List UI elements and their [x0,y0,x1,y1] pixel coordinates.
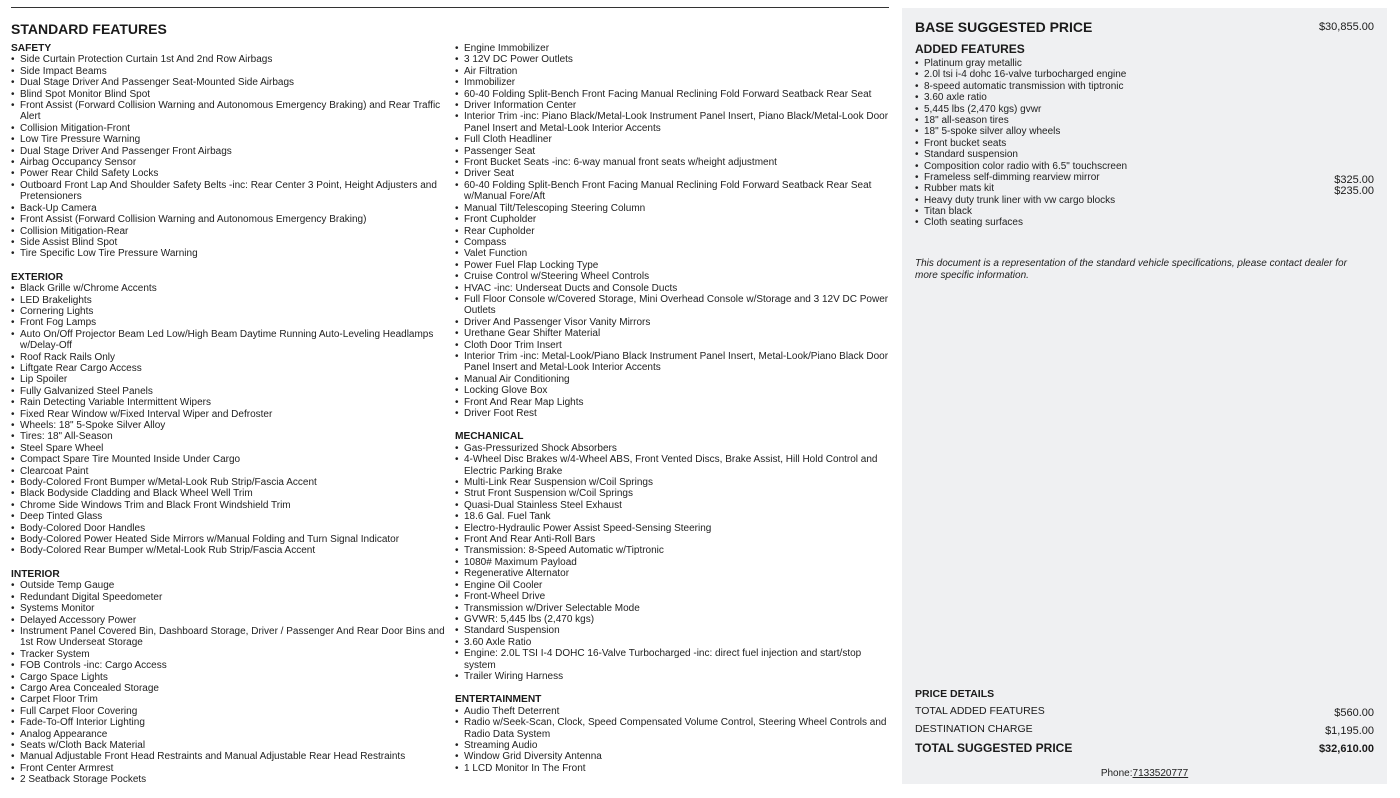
feature-item: • Instrument Panel Covered Bin, Dashboard Storage, Driver / Passenger And Rear Door Bins and 1st Row Underseat Storage [11,626,449,649]
feature-item: • Front Fog Lamps [11,317,449,328]
feature-item: • Front-Wheel Drive [455,591,889,602]
feature-item: • Front Bucket Seats -inc: 6-way manual front seats w/height adjustment [455,157,889,168]
feature-item: • Front Assist (Forward Collision Warning and Autonomous Emergency Braking) and Rear Traffic Alert [11,100,449,123]
added-feature-text: • Rubber mats kit [915,183,994,194]
feature-item: • Rear Cupholder [455,226,889,237]
added-feature-row [915,126,1374,137]
disclaimer-text: This document is a representation of the standard vehicle specifications, please contact dealer for more specific information. [915,258,1347,281]
feature-item: • Wheels: 18" 5-Spoke Silver Alloy [11,420,449,431]
feature-item: • FOB Controls -inc: Cargo Access [11,660,449,671]
feature-item: • Side Curtain Protection Curtain 1st And 2nd Row Airbags [11,54,449,65]
feature-item: • Lip Spoiler [11,374,449,385]
feature-item: • Redundant Digital Speedometer [11,592,449,603]
feature-item: • Cornering Lights [11,306,449,317]
feature-item: • Black Grille w/Chrome Accents [11,283,449,294]
added-feature-text: • Composition color radio with 6.5" touchscreen [915,161,1127,172]
feature-item: • Full Cloth Headliner [455,134,889,145]
phone-line [902,768,1387,779]
feature-item: • Urethane Gear Shifter Material [455,328,889,339]
features-column-right [455,43,889,774]
category-heading-exterior: EXTERIOR [11,271,64,283]
feature-list-safety [11,54,449,259]
added-feature-row [915,92,1374,103]
added-feature-text: • Titan black [915,206,972,217]
total-added-features-value: $560.00 [1334,707,1374,719]
feature-item: • Strut Front Suspension w/Coil Springs [455,488,889,499]
feature-item: • Transmission w/Driver Selectable Mode [455,603,889,614]
feature-item: • Transmission: 8-Speed Automatic w/Tiptronic [455,545,889,556]
feature-item: • Full Carpet Floor Covering [11,706,449,717]
feature-item: • Deep Tinted Glass [11,511,449,522]
feature-item: • Compass [455,237,889,248]
price-details-title: PRICE DETAILS [915,688,995,700]
feature-item: • Fade-To-Off Interior Lighting [11,717,449,728]
category-heading-mechanical: MECHANICAL [455,431,524,443]
feature-item: • Cargo Space Lights [11,672,449,683]
feature-item: • Collision Mitigation-Front [11,123,449,134]
feature-item: • Engine Oil Cooler [455,580,889,591]
feature-item: • Passenger Seat [455,146,889,157]
feature-item: • Front Center Armrest [11,763,449,774]
feature-item: • Interior Trim -inc: Metal-Look/Piano Black Instrument Panel Insert, Metal-Look/Piano Black Door Panel Insert and Metal-Look Interior Accents [455,351,889,374]
feature-item: • LED Brakelights [11,295,449,306]
feature-item: • Delayed Accessory Power [11,615,449,626]
feature-item: • Low Tire Pressure Warning [11,134,449,145]
feature-item: • 3 12V DC Power Outlets [455,54,889,65]
feature-item: • Systems Monitor [11,603,449,614]
destination-charge-row [915,723,1374,737]
feature-item: • Steel Spare Wheel [11,443,449,454]
added-feature-row [915,58,1374,69]
feature-item: • Clearcoat Paint [11,466,449,477]
feature-item: • Liftgate Rear Cargo Access [11,363,449,374]
feature-item: • Analog Appearance [11,729,449,740]
feature-item: • Multi-Link Rear Suspension w/Coil Springs [455,477,889,488]
base-price-row [915,19,1374,37]
feature-item: • Side Assist Blind Spot [11,237,449,248]
feature-item: • Cloth Door Trim Insert [455,340,889,351]
added-feature-text: • Standard suspension [915,149,1018,160]
feature-list-exterior [11,283,449,557]
feature-item: • Chrome Side Windows Trim and Black Front Windshield Trim [11,500,449,511]
added-feature-row [915,217,1374,228]
feature-item: • Gas-Pressurized Shock Absorbers [455,443,889,454]
feature-item: • Blind Spot Monitor Blind Spot [11,89,449,100]
feature-item: • Power Fuel Flap Locking Type [455,260,889,271]
feature-item: • Compact Spare Tire Mounted Inside Under Cargo [11,454,449,465]
added-feature-text: • Front bucket seats [915,138,1006,149]
feature-item: • Regenerative Alternator [455,568,889,579]
base-price-label: BASE SUGGESTED PRICE [915,19,1093,35]
added-feature-row [915,115,1374,126]
added-feature-row [915,138,1374,149]
feature-item: • GVWR: 5,445 lbs (2,470 kgs) [455,614,889,625]
standard-features-section [11,7,889,792]
feature-item: • Driver Information Center [455,100,889,111]
feature-item: • 2 Seatback Storage Pockets [11,774,449,785]
feature-item: • Driver Seat [455,168,889,179]
standard-features-title: STANDARD FEATURES [11,21,167,37]
feature-item: • 18.6 Gal. Fuel Tank [455,511,889,522]
total-suggested-price-value: $32,610.00 [1318,743,1374,755]
feature-item: • Tire Specific Low Tire Pressure Warning [11,248,449,259]
total-added-features-row [915,705,1374,719]
added-feature-text: • Heavy duty trunk liner with vw cargo blocks [915,195,1115,206]
added-feature-text: • 5,445 lbs (2,470 kgs) gvwr [915,104,1041,115]
added-feature-text: • Cloth seating surfaces [915,217,1023,228]
feature-item: • Manual Adjustable Front Head Restraints and Manual Adjustable Rear Head Restraints [11,751,449,762]
feature-item: • Auto On/Off Projector Beam Led Low/High Beam Daytime Running Auto-Leveling Headlamps w/Delay-Off [11,329,449,352]
added-feature-row [915,161,1374,172]
feature-item: • Engine Immobilizer [455,43,889,54]
added-feature-text: • 18" all-season tires [915,115,1009,126]
feature-item: • Seats w/Cloth Back Material [11,740,449,751]
feature-item: • Front And Rear Map Lights [455,397,889,408]
features-column-left [11,43,449,786]
feature-item: • Front Assist (Forward Collision Warning and Autonomous Emergency Braking) [11,214,449,225]
feature-item: • Side Impact Beams [11,66,449,77]
added-feature-price: $325.00 [1334,173,1374,186]
feature-item: • Dual Stage Driver And Passenger Front Airbags [11,146,449,157]
feature-item: • Driver Foot Rest [455,408,889,419]
feature-item: • Audio Theft Deterrent [455,706,889,717]
feature-item: • Body-Colored Door Handles [11,523,449,534]
added-feature-text: • 3.60 axle ratio [915,92,987,103]
feature-item: • Body-Colored Front Bumper w/Metal-Look Rub Strip/Fascia Accent [11,477,449,488]
added-features-list [915,58,1374,229]
feature-item: • 60-40 Folding Split-Bench Front Facing Manual Reclining Fold Forward Seatback Rear Seat w/Manual Fore/Aft [455,180,889,203]
added-feature-text: • 18" 5-spoke silver alloy wheels [915,126,1060,137]
feature-item: • Trailer Wiring Harness [455,671,889,682]
feature-item: • Fixed Rear Window w/Fixed Interval Wiper and Defroster [11,409,449,420]
added-feature-text: • Platinum gray metallic [915,58,1022,69]
added-feature-text: • Frameless self-dimming rearview mirror [915,172,1100,183]
added-features-title: ADDED FEATURES [915,42,1025,56]
feature-item: • 4-Wheel Disc Brakes w/4-Wheel ABS, Front Vented Discs, Brake Assist, Hill Hold Control and Electric Parking Brake [455,454,889,477]
phone-label: Phone: [1100,768,1133,779]
feature-item: • 60-40 Folding Split-Bench Front Facing Manual Reclining Fold Forward Seatback Rear Seat [455,89,889,100]
category-heading-entertainment: ENTERTAINMENT [455,694,542,706]
feature-item: • Front Cupholder [455,214,889,225]
total-suggested-price-label: TOTAL SUGGESTED PRICE [915,741,1073,755]
feature-item: • HVAC -inc: Underseat Ducts and Console Ducts [455,283,889,294]
feature-item: • Body-Colored Power Heated Side Mirrors w/Manual Folding and Turn Signal Indicator [11,534,449,545]
feature-item: • Air Filtration [455,66,889,77]
feature-item: • Electro-Hydraulic Power Assist Speed-Sensing Steering [455,523,889,534]
feature-item: • Manual Tilt/Telescoping Steering Column [455,203,889,214]
feature-item: • Interior Trim -inc: Piano Black/Metal-Look Instrument Panel Insert, Piano Black/Metal-Look Door Panel Insert and Metal-Look Interior Accents [455,111,889,134]
feature-item: • Engine: 2.0L TSI I-4 DOHC 16-Valve Turbocharged -inc: direct fuel injection and start/stop system [455,648,889,671]
total-added-features-label: TOTAL ADDED FEATURES [915,705,1045,717]
added-feature-text: • 2.0l tsi i-4 dohc 16-valve turbocharged engine [915,69,1126,80]
feature-item: • Body-Colored Rear Bumper w/Metal-Look Rub Strip/Fascia Accent [11,545,449,556]
feature-item: • Front And Rear Anti-Roll Bars [455,534,889,545]
feature-item: • Manual Air Conditioning [455,374,889,385]
category-heading-interior: INTERIOR [11,568,60,580]
feature-item: • Roof Rack Rails Only [11,352,449,363]
total-suggested-price-row [915,741,1374,755]
feature-item: • Streaming Audio [455,740,889,751]
feature-item: • Rain Detecting Variable Intermittent Wipers [11,397,449,408]
feature-item: • Dual Stage Driver And Passenger Seat-Mounted Side Airbags [11,77,449,88]
destination-charge-value: $1,195.00 [1325,725,1374,737]
phone-link[interactable]: 7133520777 [1132,768,1189,779]
feature-item: • Collision Mitigation-Rear [11,226,449,237]
feature-item: • Black Bodyside Cladding and Black Wheel Well Trim [11,488,449,499]
feature-list-continued [455,43,889,419]
feature-item: • Immobilizer [455,77,889,88]
feature-list-interior [11,580,449,785]
added-feature-text: • 8-speed automatic transmission with tiptronic [915,81,1124,92]
feature-item: • 3.60 Axle Ratio [455,637,889,648]
feature-item: • Valet Function [455,248,889,259]
added-feature-row [915,183,1374,198]
feature-list-mechanical [455,443,889,683]
feature-item: • Power Rear Child Safety Locks [11,168,449,179]
feature-item: • Window Grid Diversity Antenna [455,751,889,762]
feature-item: • Tracker System [11,649,449,660]
added-feature-row [915,69,1374,80]
feature-item: • Standard Suspension [455,625,889,636]
feature-item: • 1080# Maximum Payload [455,557,889,568]
feature-item: • Carpet Floor Trim [11,694,449,705]
base-price-value: $30,855.00 [1318,21,1374,33]
feature-item: • Outboard Front Lap And Shoulder Safety Belts -inc: Rear Center 3 Point, Height Adjusters and Pretensioners [11,180,449,203]
feature-item: • Tires: 18" All-Season [11,431,449,442]
feature-item: • Driver And Passenger Visor Vanity Mirrors [455,317,889,328]
feature-item: • Quasi-Dual Stainless Steel Exhaust [455,500,889,511]
feature-item: • Full Floor Console w/Covered Storage, Mini Overhead Console w/Storage and 3 12V DC Power Outlets [455,294,889,317]
price-panel [902,8,1387,784]
added-feature-row [915,206,1374,217]
added-feature-row [915,195,1374,206]
added-feature-row [915,81,1374,92]
feature-item: • Cargo Area Concealed Storage [11,683,449,694]
category-heading-safety: SAFETY [11,43,52,54]
feature-item: • Locking Glove Box [455,385,889,396]
added-feature-row [915,104,1374,115]
added-feature-price: $235.00 [1334,185,1374,198]
feature-item: • Fully Galvanized Steel Panels [11,386,449,397]
feature-item: • Outside Temp Gauge [11,580,449,591]
added-feature-row [915,149,1374,160]
feature-item: • Airbag Occupancy Sensor [11,157,449,168]
added-feature-row [915,171,1374,186]
feature-list-entertainment [455,706,889,774]
feature-item: • Back-Up Camera [11,203,449,214]
feature-item: • Cruise Control w/Steering Wheel Controls [455,271,889,282]
destination-charge-label: DESTINATION CHARGE [915,723,1033,735]
feature-item: • 1 LCD Monitor In The Front [455,763,889,774]
feature-item: • Radio w/Seek-Scan, Clock, Speed Compensated Volume Control, Steering Wheel Controls and Radio Data System [455,717,889,740]
